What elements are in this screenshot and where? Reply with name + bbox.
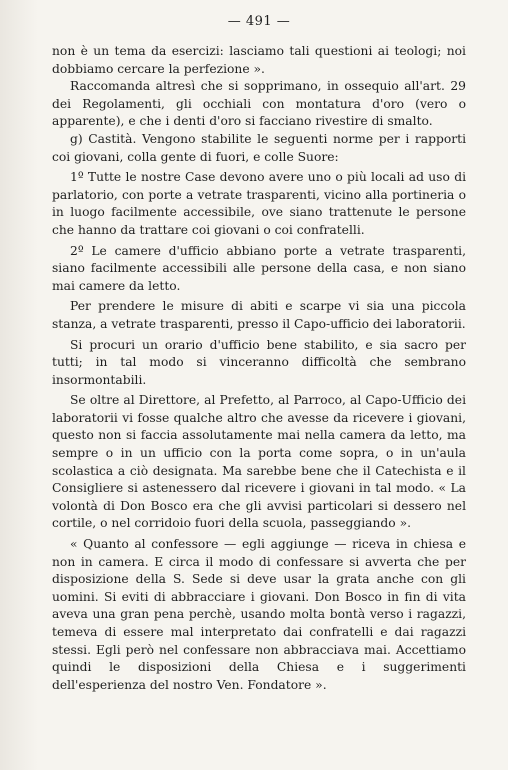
paragraph-2: Raccomanda altresì che si sopprimano, in ossequio all'art. 29 dei Regolamenti, gli occhiali con montatura d'oro (vero o apparente), e che i denti d'oro si facciano rivestire di smalto. [52, 79, 466, 129]
paragraph-office-hours: Si procuri un orario d'ufficio bene stabilito, e sia sacro per tutti; in tal modo si vinceranno difficoltà che sembrano insormontabili. [52, 337, 466, 387]
paragraph-receiving: Se oltre al Direttore, al Prefetto, al Parroco, al Capo-Ufficio dei laboratorii vi fosse qualche altro che avesse da ricevere i giovani, questo non si faccia assolutamente mai nella camera da letto, ma sempre o in un ufficio con la porta come sopra, o in un'aula scolastica a ciò designata. Ma sarebbe bene che il Catechista e il Consigliere si astenessero dal ricevere i giovani in tal modo. « La volontà di Don Bosco era che gli avvisi particolari si dessero nel cortile, o nel corridoio fuori della scuola, passeggiando ». [52, 393, 466, 531]
paragraph-measures: Per prendere le misure di abiti e scarpe vi sia una piccola stanza, a vetrate trasparenti, presso il Capo-ufficio dei laboratorii. [52, 299, 466, 331]
paragraph-1: non è un tema da esercizi: lasciamo tali questioni ai teologi; noi dobbiamo cercare la perfezione ». [52, 44, 466, 76]
page-body [52, 43, 466, 694]
page-number: — 491 — [227, 14, 291, 29]
paragraph-rule-1: 1º Tutte le nostre Case devono avere uno o più locali ad uso di parlatorio, con porte a vetrate trasparenti, vicino alla portineria o in luogo facilmente accessibile, ove siano trattenute le persone che hanno da trattare coi giovani o coi confratelli. [52, 170, 466, 237]
page-gutter-shadow [0, 0, 38, 770]
paragraph-rule-2: 2º Le camere d'ufficio abbiano porte a vetrate trasparenti, siano facilmente accessibili alle persone della casa, e non siano mai camere da letto. [52, 243, 466, 293]
paragraph-castita: g) Castità. Vengono stabilite le seguenti norme per i rapporti coi giovani, colla gente di fuori, e colle Suore: [52, 131, 466, 164]
paragraph-confessor: « Quanto al confessore — egli aggiunge — riceva in chiesa e non in camera. E circa il modo di confessare si avverta che per disposizione della S. Sede si deve usar la grata anche con gli uomini. Si eviti di abbracciare i giovani. Don Bosco in fin di vita aveva una gran pena perchè, usando molta bontà verso i ragazzi, temeva di essere mal interpretato dai confratelli e dai ragazzi stessi. Egli però nel confessare non abbracciava mai. Accettiamo quindi le disposizioni della Chiesa e i suggerimenti dell'esperienza del nostro Ven. Fondatore ». [52, 537, 466, 692]
